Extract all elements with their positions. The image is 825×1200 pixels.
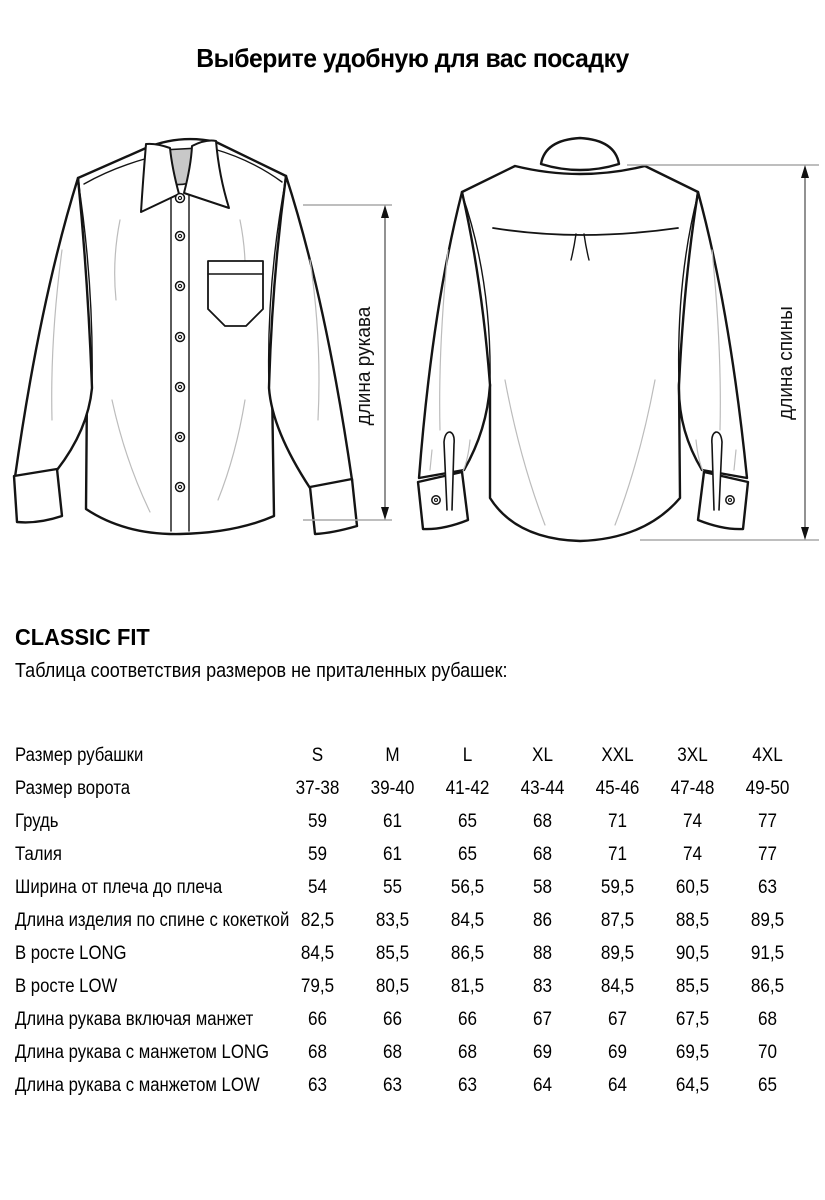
- cell-value: 81,5: [450, 976, 485, 998]
- cell-value: 59: [307, 844, 328, 866]
- cell-value: 86,5: [750, 976, 785, 998]
- cell-value: 68: [457, 1042, 478, 1064]
- arrow-up-icon: [801, 165, 809, 178]
- back-body: [462, 166, 698, 541]
- cell-value: 68: [382, 1042, 403, 1064]
- cell-value: 39-40: [370, 778, 415, 800]
- table-caption: Таблица соответствия размеров не приталенных рубашек:: [15, 659, 508, 682]
- table-row: [15, 1004, 825, 1037]
- table-row: [15, 1070, 825, 1103]
- row-label: В росте LOW: [15, 976, 118, 998]
- table-row: [15, 872, 825, 905]
- back-right-cuff: [698, 472, 748, 529]
- back-length-label: длина спины: [775, 306, 797, 420]
- sleeve-length-label: длина рукава: [353, 306, 375, 426]
- cell-value: 63: [382, 1075, 403, 1097]
- back-collar: [541, 138, 619, 170]
- cell-value: 54: [307, 877, 328, 899]
- table-row: [15, 740, 825, 773]
- cell-value: 56,5: [450, 877, 485, 899]
- row-label: В росте LONG: [15, 943, 127, 965]
- page-title: Выберите удобную для вас посадку: [196, 43, 629, 73]
- row-label: Ширина от плеча до плеча: [15, 877, 223, 899]
- shirt-diagrams: [0, 130, 825, 577]
- shirt-front-drawing: [14, 139, 357, 534]
- cell-value: 65: [457, 811, 478, 833]
- cell-value: 69,5: [675, 1042, 710, 1064]
- cell-value: 87,5: [600, 910, 635, 932]
- table-row: [15, 938, 825, 971]
- table-row: [15, 905, 825, 938]
- arrow-down-icon: [381, 507, 389, 520]
- cell-value: 3XL: [677, 745, 708, 767]
- cell-value: 67: [607, 1009, 628, 1031]
- size-table: [0, 740, 825, 1103]
- cell-value: S: [311, 745, 324, 767]
- cell-value: 66: [457, 1009, 478, 1031]
- fit-heading: CLASSIC FIT: [15, 623, 150, 650]
- row-label: Длина изделия по спине с кокеткой: [15, 910, 290, 932]
- back-left-cuff: [418, 472, 468, 529]
- front-left-cuff: [14, 469, 62, 522]
- cell-value: 4XL: [752, 745, 783, 767]
- cell-value: 55: [382, 877, 403, 899]
- cell-value: 64,5: [675, 1075, 710, 1097]
- cell-value: 84,5: [600, 976, 635, 998]
- cell-value: 63: [307, 1075, 328, 1097]
- arrow-down-icon: [801, 527, 809, 540]
- cell-value: 71: [607, 811, 628, 833]
- cell-value: 69: [607, 1042, 628, 1064]
- cell-value: 74: [682, 811, 703, 833]
- cell-value: 59: [307, 811, 328, 833]
- front-right-sleeve: [269, 176, 352, 488]
- cell-value: 64: [607, 1075, 628, 1097]
- front-right-cuff: [310, 479, 357, 534]
- cell-value: 59,5: [600, 877, 635, 899]
- cell-value: 63: [757, 877, 778, 899]
- cell-value: L: [462, 745, 473, 767]
- cell-value: 63: [457, 1075, 478, 1097]
- cell-value: 45-46: [595, 778, 640, 800]
- cell-value: 90,5: [675, 943, 710, 965]
- table-row: [15, 971, 825, 1004]
- cell-value: 91,5: [750, 943, 785, 965]
- front-left-sleeve: [15, 178, 92, 477]
- shirt-technical-drawing: [0, 130, 825, 577]
- cell-value: 71: [607, 844, 628, 866]
- cell-value: 77: [757, 811, 778, 833]
- table-row: [15, 1037, 825, 1070]
- cell-value: 83: [532, 976, 553, 998]
- cell-value: 58: [532, 877, 553, 899]
- front-pocket: [208, 261, 263, 326]
- row-label: Талия: [15, 844, 62, 866]
- cell-value: 37-38: [295, 778, 340, 800]
- row-label: Размер рубашки: [15, 745, 144, 767]
- cell-value: 65: [757, 1075, 778, 1097]
- cell-value: 80,5: [375, 976, 410, 998]
- cell-value: 88: [532, 943, 553, 965]
- cell-value: 67,5: [675, 1009, 710, 1031]
- cell-value: 49-50: [745, 778, 790, 800]
- cell-value: 68: [532, 811, 553, 833]
- cell-value: M: [385, 745, 400, 767]
- table-row: [15, 773, 825, 806]
- row-label: Длина рукава с манжетом LOW: [15, 1075, 260, 1097]
- cell-value: 69: [532, 1042, 553, 1064]
- cell-value: 68: [757, 1009, 778, 1031]
- cell-value: 83,5: [375, 910, 410, 932]
- cell-value: 67: [532, 1009, 553, 1031]
- cell-value: 77: [757, 844, 778, 866]
- cell-value: 85,5: [375, 943, 410, 965]
- cell-value: 84,5: [450, 910, 485, 932]
- cell-value: XL: [532, 745, 553, 767]
- cell-value: 47-48: [670, 778, 715, 800]
- cell-value: 66: [307, 1009, 328, 1031]
- arrow-up-icon: [381, 205, 389, 218]
- cell-value: 74: [682, 844, 703, 866]
- cell-value: 60,5: [675, 877, 710, 899]
- row-label: Длина рукава с манжетом LONG: [15, 1042, 269, 1064]
- cell-value: 89,5: [600, 943, 635, 965]
- table-row: [15, 839, 825, 872]
- cell-value: 86,5: [450, 943, 485, 965]
- cell-value: 88,5: [675, 910, 710, 932]
- shirt-back-drawing: [418, 138, 748, 541]
- cell-value: 70: [757, 1042, 778, 1064]
- cell-value: XXL: [601, 745, 634, 767]
- table-row: [15, 806, 825, 839]
- cell-value: 66: [382, 1009, 403, 1031]
- cell-value: 68: [307, 1042, 328, 1064]
- cell-value: 86: [532, 910, 553, 932]
- cell-value: 65: [457, 844, 478, 866]
- cell-value: 68: [532, 844, 553, 866]
- cell-value: 89,5: [750, 910, 785, 932]
- cell-value: 61: [382, 844, 403, 866]
- row-label: Длина рукава включая манжет: [15, 1009, 254, 1031]
- cell-value: 85,5: [675, 976, 710, 998]
- cell-value: 61: [382, 811, 403, 833]
- row-label: Грудь: [15, 811, 59, 833]
- cell-value: 43-44: [520, 778, 565, 800]
- row-label: Размер ворота: [15, 778, 131, 800]
- cell-value: 82,5: [300, 910, 335, 932]
- cell-value: 79,5: [300, 976, 335, 998]
- cell-value: 41-42: [445, 778, 490, 800]
- cell-value: 64: [532, 1075, 553, 1097]
- cell-value: 84,5: [300, 943, 335, 965]
